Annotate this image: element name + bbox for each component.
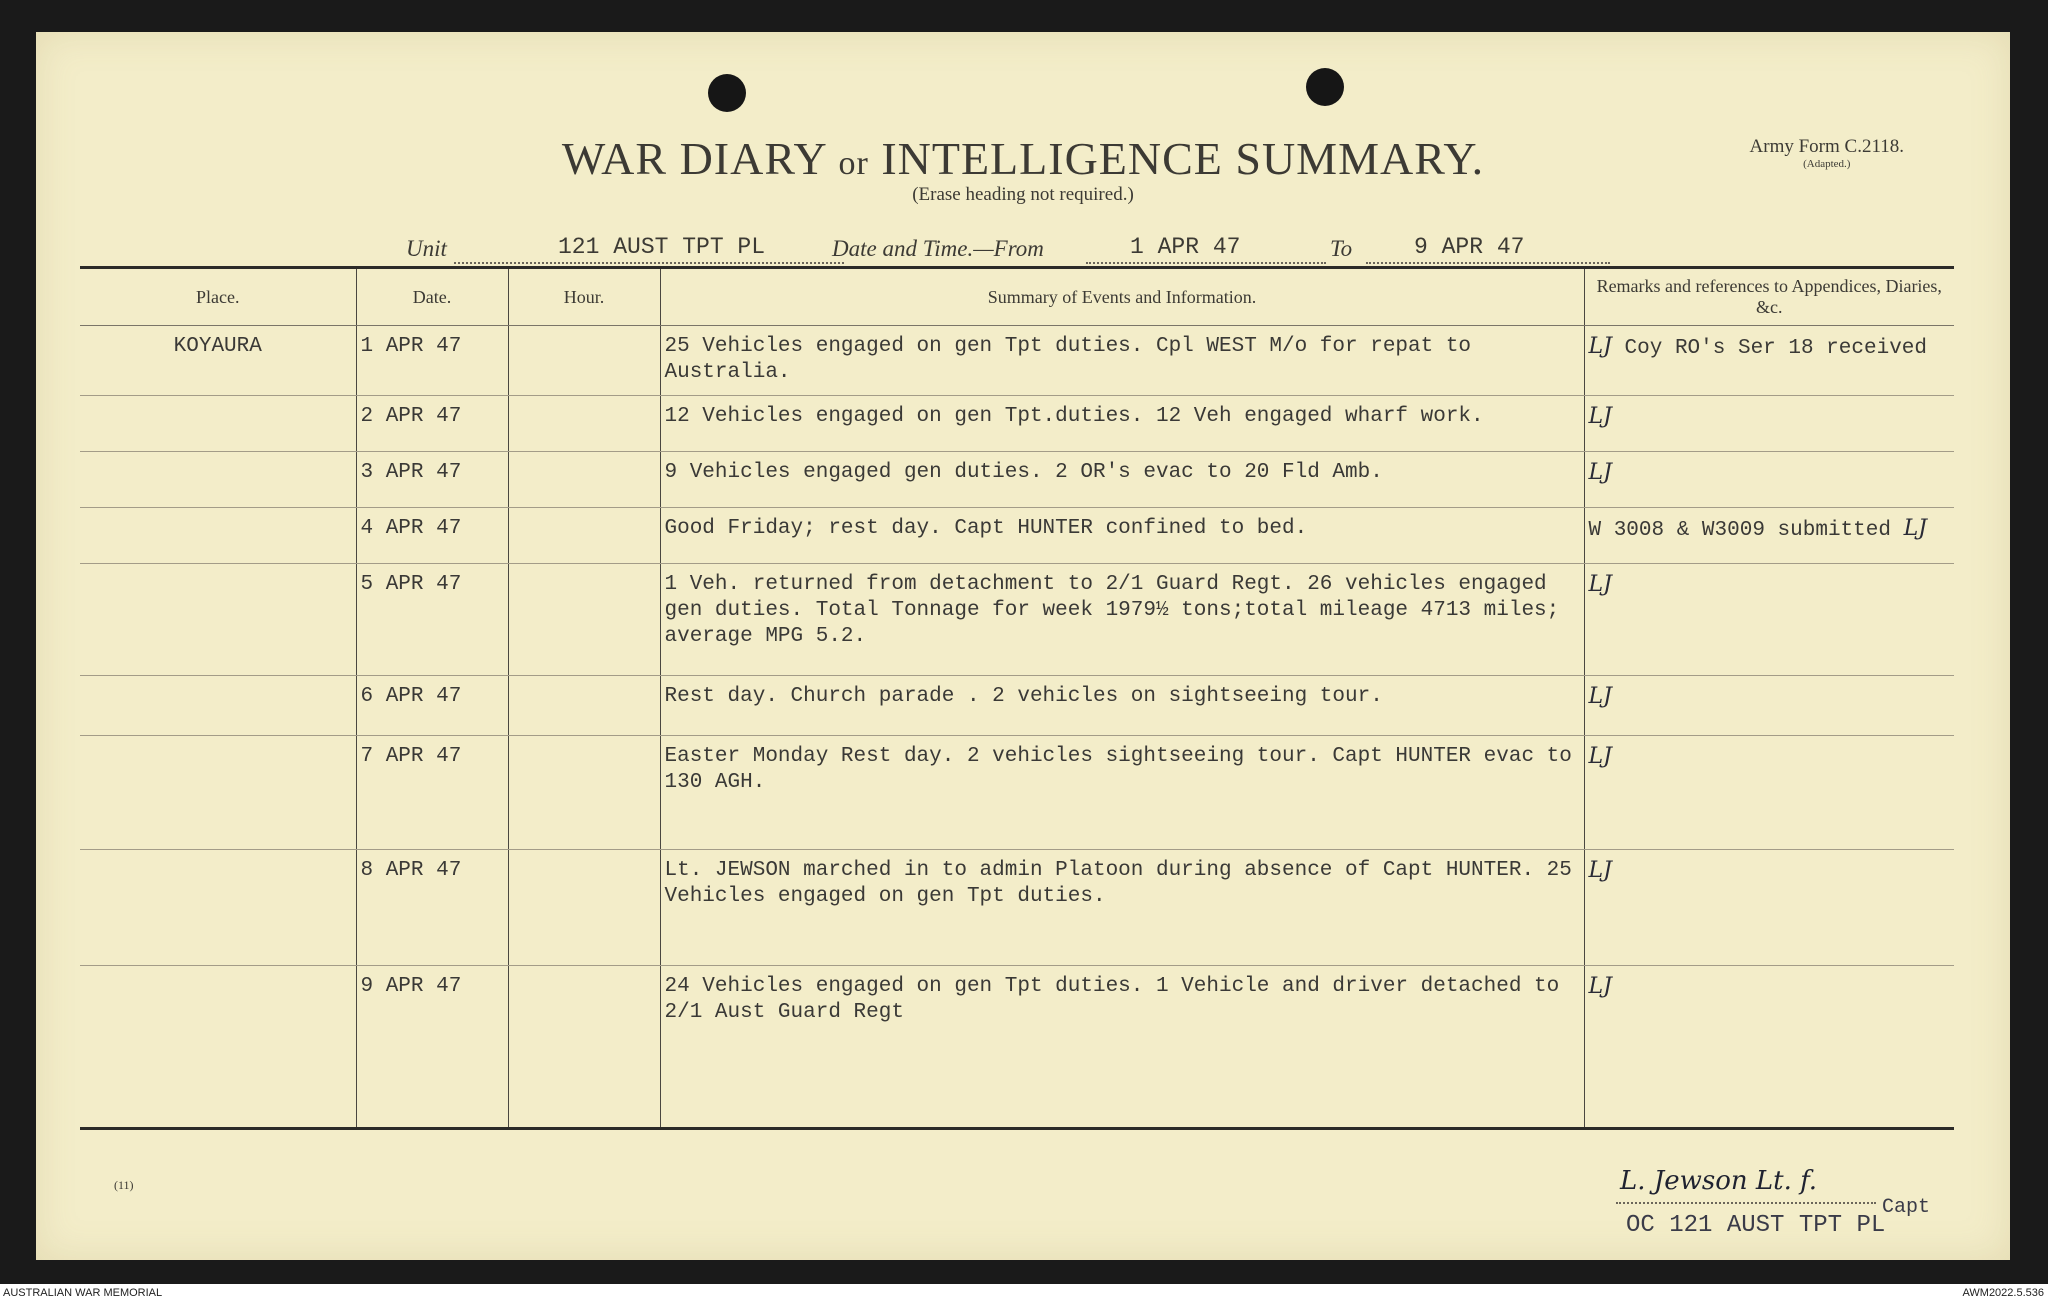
signature: L. Jewson Lt. f. [1620, 1166, 1818, 1196]
initials-mark: LJ [1588, 460, 1612, 485]
punch-hole-left [708, 74, 746, 112]
archive-bar [0, 1284, 2048, 1304]
col-date: Date. [356, 268, 508, 326]
table-row [80, 396, 1954, 452]
title-part2: INTELLIGENCE SUMMARY. [868, 133, 1485, 184]
title-part1: WAR DIARY [561, 133, 839, 184]
summary-cell: Rest day. Church parade . 2 vehicles on sightseeing tour. [660, 676, 1584, 736]
table-row [80, 966, 1954, 1129]
diary-table [80, 266, 1954, 1130]
remarks-cell [1584, 396, 1954, 452]
hour-cell [508, 452, 660, 508]
hour-cell [508, 396, 660, 452]
hour-cell [508, 564, 660, 676]
date-cell: 8 APR 47 [356, 850, 508, 966]
table-row [80, 452, 1954, 508]
date-cell: 6 APR 47 [356, 676, 508, 736]
remarks-cell [1584, 850, 1954, 966]
col-place: Place. [80, 268, 356, 326]
place-cell [80, 850, 356, 966]
table-row [80, 508, 1954, 564]
place-cell: KOYAURA [80, 326, 356, 396]
initials-mark: LJ [1588, 684, 1612, 709]
to-label: To [1330, 236, 1353, 261]
army-form-adapted: (Adapted.) [1803, 158, 1851, 170]
place-cell [80, 966, 356, 1129]
place-cell [80, 396, 356, 452]
page-subtitle: (Erase heading not required.) [912, 184, 1134, 205]
date-cell: 3 APR 47 [356, 452, 508, 508]
place-cell [80, 452, 356, 508]
summary-cell: 1 Veh. returned from detachment to 2/1 Guard Regt. 26 vehicles engaged gen duties. Total Tonnage for week 1979½ tons;total mileage 4713 miles; average MPG 5.2. [660, 564, 1584, 676]
unit-value: 121 AUST TPT PL [558, 234, 766, 260]
place-cell [80, 736, 356, 850]
army-form-number: Army Form C.2118. [1749, 136, 1904, 157]
remarks-cell [1584, 736, 1954, 850]
place-cell [80, 564, 356, 676]
header-row [80, 268, 1954, 326]
army-form-label [1750, 136, 1904, 170]
place-cell [80, 508, 356, 564]
table-row [80, 850, 1954, 966]
summary-cell: Easter Monday Rest day. 2 vehicles sightseeing tour. Capt HUNTER evac to 130 AGH. [660, 736, 1584, 850]
remarks-cell [1584, 676, 1954, 736]
archive-name: AUSTRALIAN WAR MEMORIAL [3, 1287, 163, 1299]
signature-line [1616, 1202, 1876, 1204]
from-dotline [1086, 262, 1326, 264]
initials-mark: LJ [1588, 974, 1612, 999]
diary-sheet [36, 32, 2010, 1260]
date-cell: 9 APR 47 [356, 966, 508, 1129]
remarks-cell [1584, 508, 1954, 564]
place-cell [80, 676, 356, 736]
remarks-cell [1584, 452, 1954, 508]
col-remarks: Remarks and references to Appendices, Diaries, &c. [1584, 268, 1954, 326]
archive-reference: AWM2022.5.536 [1962, 1287, 2044, 1299]
remark-text: W 3008 & W3009 submitted [1588, 519, 1891, 542]
remarks-cell [1584, 966, 1954, 1129]
summary-cell: 24 Vehicles engaged on gen Tpt duties. 1 Vehicle and driver detached to 2/1 Aust Guard Regt [660, 966, 1584, 1129]
remark-text: Coy RO's Ser 18 received [1624, 337, 1927, 360]
table-row [80, 676, 1954, 736]
summary-cell: Lt. JEWSON marched in to admin Platoon during absence of Capt HUNTER. 25 Vehicles engaged on gen Tpt duties. [660, 850, 1584, 966]
to-dotline [1366, 262, 1610, 264]
hour-cell [508, 326, 660, 396]
unit-label: Unit [406, 236, 447, 261]
table-row [80, 326, 1954, 396]
summary-cell: 12 Vehicles engaged on gen Tpt.duties. 12 Veh engaged wharf work. [660, 396, 1584, 452]
date-cell: 5 APR 47 [356, 564, 508, 676]
remarks-cell [1584, 326, 1954, 396]
table-row [80, 736, 1954, 850]
form-number: (11) [114, 1178, 134, 1192]
initials-mark: LJ [1903, 516, 1927, 541]
datetime-label: Date and Time.—From [832, 236, 1044, 261]
capt-label: Capt [1882, 1196, 1931, 1219]
page-title [36, 132, 2010, 185]
hour-cell [508, 508, 660, 564]
remarks-cell [1584, 564, 1954, 676]
table-row [80, 564, 1954, 676]
unit-dotline [454, 262, 844, 264]
initials-mark: LJ [1588, 572, 1612, 597]
from-value: 1 APR 47 [1130, 234, 1241, 260]
hour-cell [508, 850, 660, 966]
col-hour: Hour. [508, 268, 660, 326]
initials-mark: LJ [1588, 334, 1612, 359]
date-cell: 4 APR 47 [356, 508, 508, 564]
hour-cell [508, 736, 660, 850]
initials-mark: LJ [1588, 858, 1612, 883]
hour-cell [508, 676, 660, 736]
date-cell: 2 APR 47 [356, 396, 508, 452]
col-summary: Summary of Events and Information. [660, 268, 1584, 326]
summary-cell: Good Friday; rest day. Capt HUNTER confined to bed. [660, 508, 1584, 564]
initials-mark: LJ [1588, 404, 1612, 429]
summary-cell: 9 Vehicles engaged gen duties. 2 OR's evac to 20 Fld Amb. [660, 452, 1584, 508]
date-cell: 1 APR 47 [356, 326, 508, 396]
oc-stamp: OC 121 AUST TPT PL [1626, 1212, 1886, 1239]
to-value: 9 APR 47 [1414, 234, 1525, 260]
summary-cell: 25 Vehicles engaged on gen Tpt duties. Cpl WEST M/o for repat to Australia. [660, 326, 1584, 396]
punch-hole-right [1306, 68, 1344, 106]
title-or: or [838, 145, 869, 182]
initials-mark: LJ [1588, 744, 1612, 769]
hour-cell [508, 966, 660, 1129]
date-cell: 7 APR 47 [356, 736, 508, 850]
